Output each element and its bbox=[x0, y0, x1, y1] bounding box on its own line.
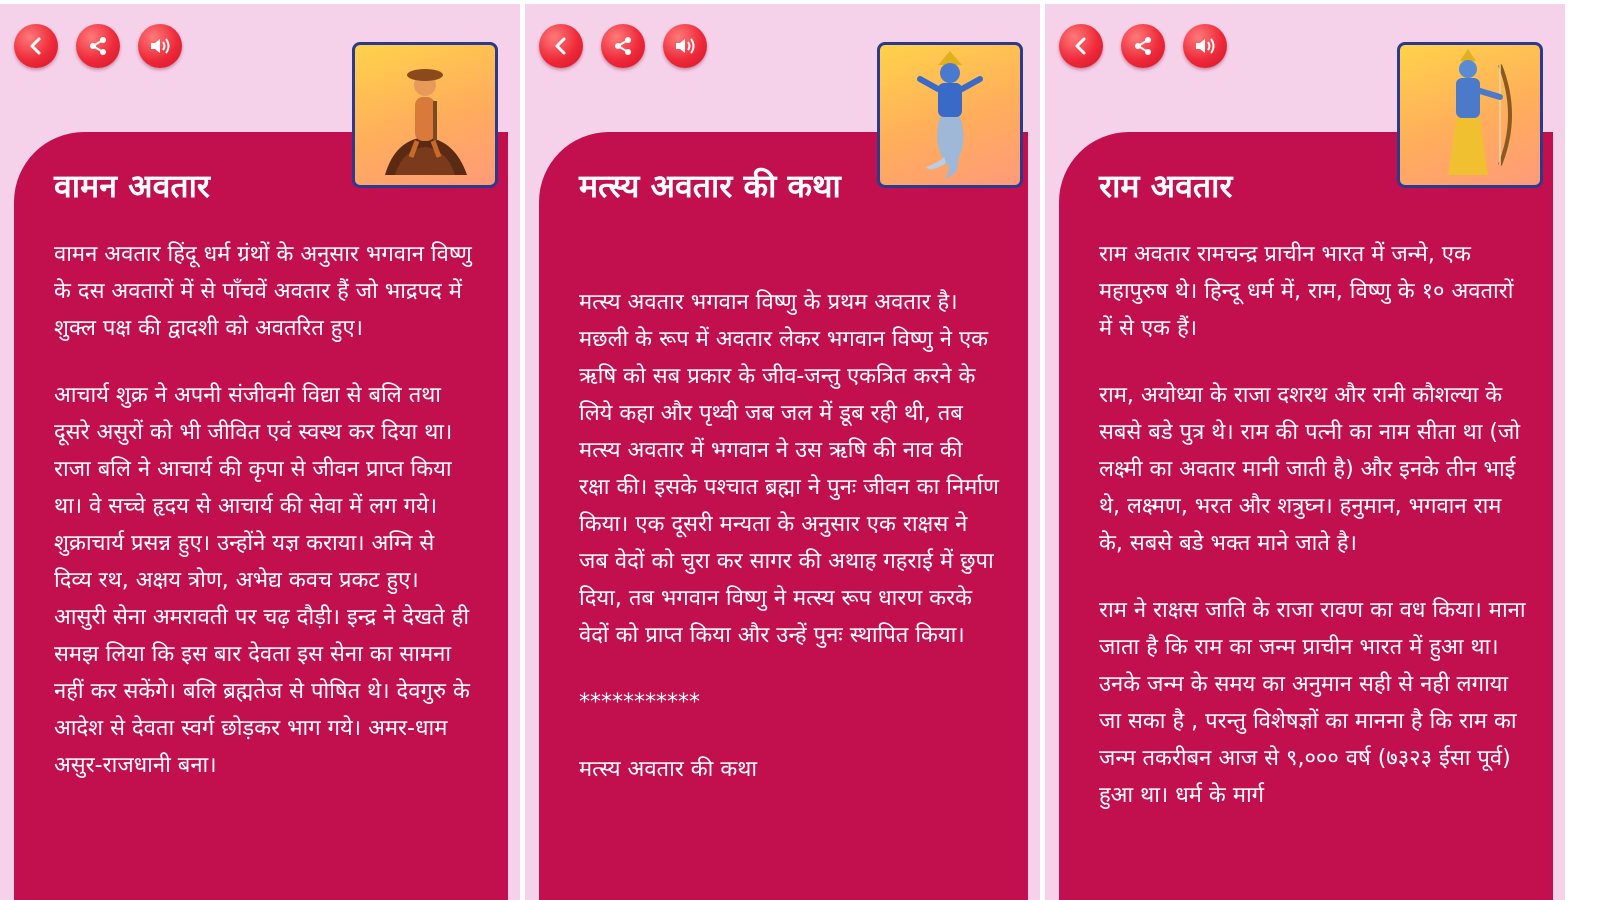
chevron-left-icon bbox=[1071, 36, 1091, 56]
avatar-title: राम अवतार bbox=[1099, 167, 1233, 205]
speaker-button[interactable] bbox=[138, 24, 182, 68]
rama-avatar-icon bbox=[1400, 45, 1540, 185]
rama-avatar-screen bbox=[1045, 4, 1565, 900]
avatar-description bbox=[54, 236, 474, 814]
speaker-icon bbox=[148, 35, 172, 57]
description-paragraph: राम ने राक्षस जाति के राजा रावण का वध किया। माना जाता है कि राम का जन्म प्राचीन भारत में हुआ था। उनके जन्म के समय का अनुमान सही से नही लगाया जा सका है , परन्तु विशेषज्ञों का मानना है कि राम का जन्म तकरीबन आज से ९,००० वर्ष (७३२३ ईसा पूर्व) हुआ था। धर्म के मार्ग bbox=[1099, 598, 1526, 808]
share-icon bbox=[87, 35, 109, 57]
speaker-icon bbox=[1193, 35, 1217, 57]
avatar-description bbox=[1099, 236, 1529, 844]
speaker-button[interactable] bbox=[1183, 24, 1227, 68]
description-paragraph: वामन अवतार हिंदू धर्म ग्रंथों के अनुसार भगवान विष्णु के दस अवतारों में से पाँचवें अवतार हैं जो भाद्रपद में शुक्ल पक्ष की द्वादशी को अवतरित हुए। bbox=[54, 242, 472, 341]
share-button[interactable] bbox=[76, 24, 120, 68]
description-paragraph: राम अवतार रामचन्द्र प्राचीन भारत में जन्मे, एक महापुरुष थे। हिन्दू धर्म में, राम, विष्णु के १० अवतारों में से एक हैं। bbox=[1099, 242, 1514, 341]
description-paragraph: मत्स्य अवतार की कथा bbox=[579, 757, 758, 782]
vamana-avatar-icon bbox=[355, 45, 495, 185]
description-paragraph: मत्स्य अवतार भगवान विष्णु के प्रथम अवतार है। मछली के रूप में अवतार लेकर भगवान विष्णु ने एक ऋषि को सब प्रकार के जीव-जन्तु एकत्रित करने के लिये कहा और पृथ्वी जब जल में डूब रही थी, तब मत्स्य अवतार में भगवान ने उस ऋषि की नाव की रक्षा की। इसके पश्चात ब्रह्मा ने पुनः जीवन का निर्माण किया। एक दूसरी मन्यता के अनुसार एक राक्षस ने जब वेदों को चुरा कर सागर की अथाह गहराई में छुपा दिया, तब भगवान विष्णु ने मत्स्य रूप धारण करके वेदों को प्राप्त किया और उन्हें पुनः स्थापित किया। bbox=[579, 290, 999, 648]
matsya-avatar-screen bbox=[525, 4, 1040, 900]
share-icon bbox=[1132, 35, 1154, 57]
content-card bbox=[1059, 132, 1553, 900]
content-card bbox=[14, 132, 508, 900]
toolbar bbox=[14, 24, 182, 68]
avatar-title: मत्स्य अवतार की कथा bbox=[579, 167, 841, 205]
avatar-thumbnail bbox=[352, 42, 498, 188]
chevron-left-icon bbox=[26, 36, 46, 56]
avatar-description bbox=[579, 284, 999, 818]
description-paragraph: आचार्य शुक्र ने अपनी संजीवनी विद्या से बलि तथा दूसरे असुरों को भी जीवित एवं स्वस्थ कर दिया था। राजा बलि ने आचार्य की कृपा से जीवन प्राप्त किया था। वे सच्चे हृदय से आचार्य की सेवा में लग गये। शुक्राचार्य प्रसन्न हुए। उन्होंने यज्ञ कराया। अग्नि से दिव्य रथ, अक्षय त्रोण, अभेद्य कवच प्रकट हुए। आसुरी सेना अमरावती पर चढ़ दौड़ी। इन्द्र ने देखते ही समझ लिया कि इस बार देवता इस सेना का सामना नहीं कर सकेंगे। बलि ब्रह्मतेज से पोषित थे। देवगुरु के आदेश से देवता स्वर्ग छोड़कर भाग गये। अमर-धाम असुर-राजधानी बना। bbox=[54, 383, 470, 778]
speaker-button[interactable] bbox=[663, 24, 707, 68]
avatar-thumbnail bbox=[1397, 42, 1543, 188]
share-button[interactable] bbox=[601, 24, 645, 68]
back-button[interactable] bbox=[14, 24, 58, 68]
share-button[interactable] bbox=[1121, 24, 1165, 68]
matsya-avatar-icon bbox=[880, 45, 1020, 185]
back-button[interactable] bbox=[1059, 24, 1103, 68]
speaker-icon bbox=[673, 35, 697, 57]
description-paragraph: राम, अयोध्या के राजा दशरथ और रानी कौशल्या के सबसे बडे पुत्र थे। राम की पत्नी का नाम सीता था (जो लक्ष्मी का अवतार मानी जाती है) और इनके तीन भाई थे, लक्ष्मण, भरत और शत्रुघ्न। हनुमान, भगवान राम के, सबसे बडे भक्त माने जाते है। bbox=[1099, 383, 1521, 556]
chevron-left-icon bbox=[551, 36, 571, 56]
description-paragraph: *********** bbox=[579, 690, 700, 715]
avatar-thumbnail bbox=[877, 42, 1023, 188]
content-card bbox=[539, 132, 1028, 900]
vamana-avatar-screen bbox=[0, 4, 520, 900]
toolbar bbox=[539, 24, 707, 68]
toolbar bbox=[1059, 24, 1227, 68]
back-button[interactable] bbox=[539, 24, 583, 68]
share-icon bbox=[612, 35, 634, 57]
avatar-title: वामन अवतार bbox=[54, 167, 210, 205]
